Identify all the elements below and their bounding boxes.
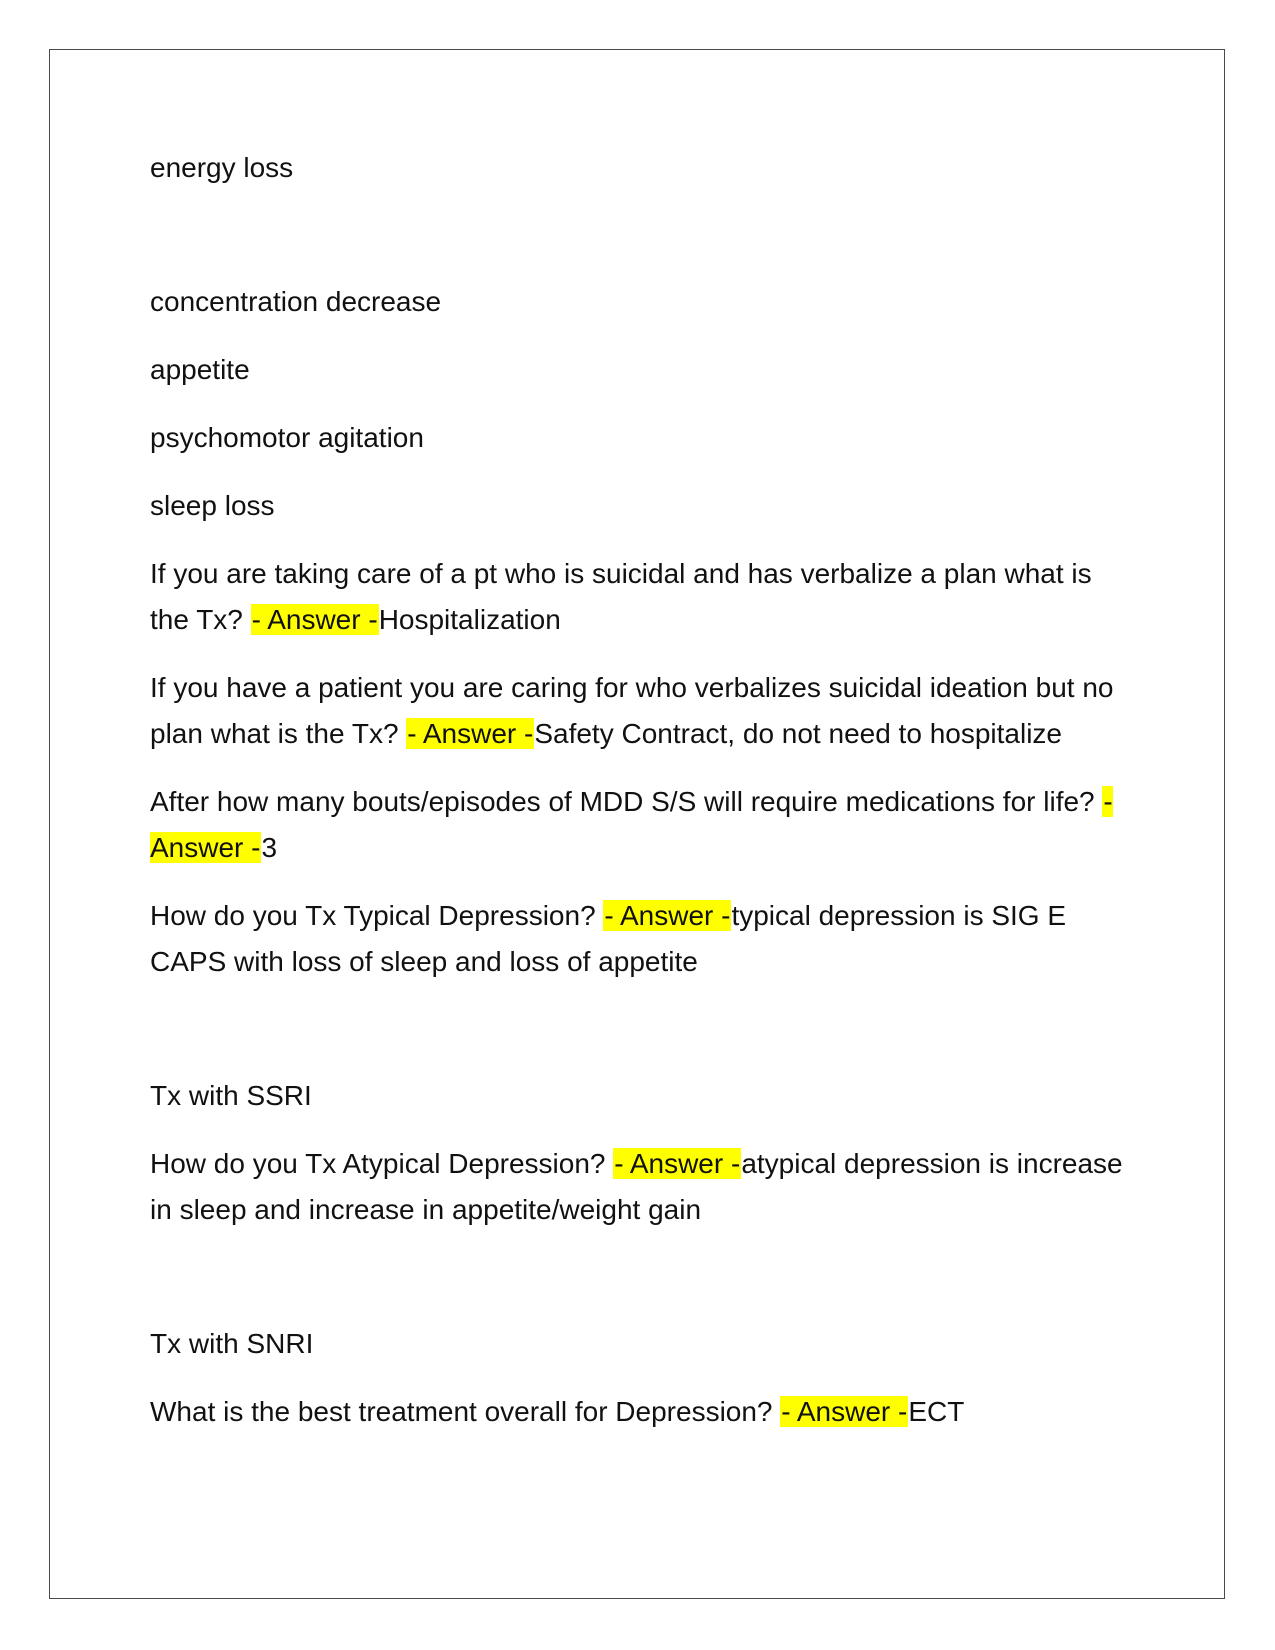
- answer-text: Hospitalization: [378, 604, 561, 635]
- question-text: How do you Tx Atypical Depression?: [150, 1148, 614, 1179]
- list-item-energy-loss: energy loss: [150, 152, 294, 183]
- answer-marker: - Answer -: [614, 1148, 741, 1179]
- answer-text: typical depression is SIG E CAPS with loss of sleep and loss of appetite: [150, 900, 1067, 977]
- qa-item-atypical-depression: [150, 1141, 1130, 1233]
- qa-item-best-treatment: [150, 1389, 1130, 1435]
- qa-item-mdd-episodes: [150, 779, 1130, 871]
- answer-marker: - Answer -: [407, 718, 534, 749]
- answer-marker: - Answer -: [150, 786, 1113, 863]
- question-text: How do you Tx Typical Depression?: [150, 900, 604, 931]
- answer-marker: - Answer -: [781, 1396, 908, 1427]
- qa-item-suicidal-ideation: [150, 665, 1130, 757]
- list-item-concentration: concentration decrease: [150, 286, 442, 317]
- answer-marker: - Answer -: [251, 604, 378, 635]
- answer-text: ECT: [908, 1396, 965, 1427]
- answer-text: 3: [261, 832, 278, 863]
- answer-marker: - Answer -: [604, 900, 731, 931]
- question-text: If you have a patient you are caring for who verbalizes suicidal ideation but no plan what is the Tx?: [150, 672, 1114, 749]
- list-item-sleep-loss: sleep loss: [150, 490, 275, 521]
- document-body: [150, 145, 1130, 1457]
- qa-item-suicidal-plan: [150, 551, 1130, 643]
- question-text: What is the best treatment overall for Depression?: [150, 1396, 781, 1427]
- answer-text: atypical depression is increase in sleep and increase in appetite/weight gain: [150, 1148, 1123, 1225]
- list-item-tx-snri: Tx with SNRI: [150, 1328, 314, 1359]
- qa-item-typical-depression: [150, 893, 1130, 985]
- answer-text: Safety Contract, do not need to hospitalize: [534, 718, 1062, 749]
- list-item-appetite: appetite: [150, 354, 250, 385]
- list-item-psychomotor: psychomotor agitation: [150, 422, 424, 453]
- list-item-tx-ssri: Tx with SSRI: [150, 1080, 312, 1111]
- question-text: After how many bouts/episodes of MDD S/S will require medications for life?: [150, 786, 1103, 817]
- question-text: If you are taking care of a pt who is suicidal and has verbalize a plan what is the Tx?: [150, 558, 1092, 635]
